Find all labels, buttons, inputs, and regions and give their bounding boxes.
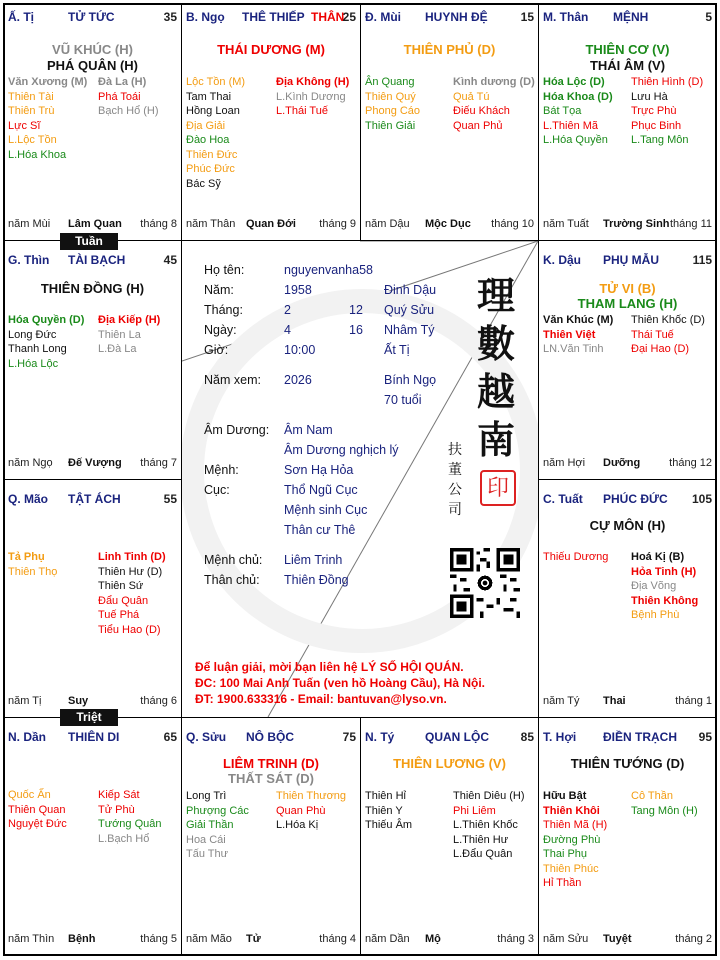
star: Tiểu Hao (D): [98, 623, 161, 636]
palace-can: Ấ. Tị: [8, 10, 34, 24]
palace-name: MỆNH: [613, 10, 649, 24]
palace-month: tháng 11: [669, 218, 712, 230]
star: Giải Thần: [186, 819, 234, 831]
tuan-marker: Tuần: [60, 233, 118, 250]
palace-age: 85: [520, 730, 534, 744]
palace-mao[interactable]: [3, 479, 182, 718]
star: Văn Xương (M): [8, 76, 88, 88]
palace-name: NÔ BỘC: [246, 730, 294, 744]
palace-age: 15: [520, 10, 534, 24]
main-star: THAM LANG (H): [577, 296, 678, 311]
main-star: THÁI DƯƠNG (M): [217, 42, 325, 57]
palace-month: tháng 2: [675, 933, 712, 945]
menh-chu-value: Liêm Trinh: [284, 553, 343, 567]
star: Thiên Khôi: [543, 804, 600, 817]
palace-dan[interactable]: [3, 717, 182, 956]
palace-month: tháng 12: [669, 457, 712, 469]
palace-age: 115: [692, 253, 712, 267]
palace-truong-sinh: Dưỡng: [603, 457, 641, 469]
palace-mui[interactable]: [360, 3, 539, 241]
palace-truong-sinh: Lâm Quan: [68, 218, 122, 230]
star: Thiên La: [98, 328, 141, 341]
star: Thiếu Dương: [543, 551, 609, 563]
hour-canchi: Ất Tị: [384, 343, 410, 357]
palace-dau[interactable]: [538, 240, 717, 480]
palace-can: Q. Sửu: [186, 730, 227, 744]
palace-can: Đ. Mùi: [365, 10, 401, 24]
main-star: THIÊN TƯỚNG (D): [570, 756, 685, 771]
palace-can: N. Tý: [365, 730, 395, 744]
than-chu-value: Thiên Đồng: [284, 573, 349, 587]
palace-can: N. Dần: [8, 730, 47, 744]
star: Bác Sỹ: [186, 177, 221, 190]
main-star: THIÊN PHỦ (D): [403, 42, 496, 57]
hour-label: Giờ:: [204, 343, 229, 357]
palace-name: TÀI BẠCH: [68, 253, 126, 267]
star: Hỏa Tinh (H): [631, 565, 697, 578]
star: Tả Phụ: [8, 551, 45, 563]
contact-line-1: Để luận giải, mời bạn liên hệ LÝ SỐ HỘI QUÁN.: [195, 660, 464, 674]
palace-truong-sinh: Suy: [68, 695, 89, 707]
star: Phá Toái: [98, 90, 141, 103]
palace-suu[interactable]: [181, 717, 361, 956]
main-star: THIÊN LƯƠNG (V): [393, 756, 506, 771]
star: L.Thiên Mã: [543, 119, 599, 132]
main-star: PHÁ QUÂN (H): [47, 58, 138, 73]
star: Thiên Tài: [8, 90, 54, 103]
star: Thiên Thương: [276, 790, 347, 802]
cuc-value: Thổ Ngũ Cục: [284, 483, 358, 497]
star: Phi Liêm: [453, 804, 496, 817]
star: Phục Binh: [631, 119, 682, 132]
star: Tam Thai: [186, 90, 232, 103]
palace-tuat[interactable]: [538, 479, 717, 718]
year-label: Năm:: [204, 283, 234, 297]
palace-truong-sinh: Quan Đới: [246, 218, 296, 230]
palace-month: tháng 6: [140, 695, 177, 707]
star: Nguyệt Đức: [8, 818, 67, 830]
palace-year: năm Thìn: [8, 933, 55, 945]
calligraphy-char: 理: [476, 273, 515, 318]
palace-month: tháng 7: [140, 457, 177, 469]
star: Văn Khúc (M): [543, 314, 614, 326]
star: Hóa Lộc (D): [543, 76, 605, 88]
palace-age: 55: [163, 492, 177, 506]
star: Tấu Thư: [186, 848, 229, 860]
cuc-note: Mệnh sinh Cục: [284, 503, 368, 517]
star: Cô Thần: [631, 790, 673, 802]
star: Thiên Quan: [8, 803, 66, 816]
star: Quan Phù: [276, 804, 326, 817]
star: L.Đà La: [98, 343, 137, 355]
star: L.Bạch Hổ: [98, 832, 150, 845]
palace-can: Q. Mão: [8, 492, 49, 506]
star: L.Hóa Khoa: [8, 148, 67, 161]
month-canchi: Quý Sửu: [384, 303, 435, 317]
palace-hoi[interactable]: [538, 717, 717, 956]
star: Thiên Đức: [186, 148, 238, 161]
year-canchi: Đinh Dậu: [384, 283, 437, 297]
palace-ngo[interactable]: [181, 3, 361, 241]
star: Thiên Hỉ: [365, 790, 406, 802]
palace-year: năm Tị: [8, 695, 42, 707]
than-cu-note: Thân cư Thê: [284, 523, 356, 537]
star: L.Thiên Hư: [453, 833, 509, 846]
day-canchi: Nhâm Tý: [384, 323, 435, 337]
small-char: 董: [448, 462, 462, 478]
star: Tuế Phá: [98, 609, 140, 621]
palace-can: C. Tuất: [543, 492, 583, 506]
main-star: THIÊN CƠ (V): [585, 42, 670, 57]
star: L.Hóa Quyền: [543, 134, 608, 146]
than-chu-label: Thân chủ:: [204, 573, 260, 587]
day-value: 4: [284, 323, 291, 337]
small-char: 扶: [448, 442, 462, 458]
menh-value: Sơn Hạ Hỏa: [284, 463, 354, 477]
palace-can: B. Ngọ: [186, 10, 225, 24]
star: L.Thiên Khốc: [453, 819, 518, 831]
star: Kình dương (D): [453, 76, 535, 88]
palace-thin[interactable]: [3, 240, 182, 480]
small-calligraphy: [448, 440, 466, 520]
main-star: TỬ VI (B): [599, 281, 656, 296]
star: Hoá Kị (B): [631, 551, 685, 563]
calligraphy-char: 南: [476, 417, 515, 462]
palace-truong-sinh: Trường Sinh: [603, 218, 670, 230]
palace-truong-sinh: Mộc Dục: [425, 218, 471, 230]
cuc-label: Cục:: [204, 483, 230, 497]
star: Thiên Việt: [543, 328, 596, 341]
star: Hóa Khoa (D): [543, 90, 613, 103]
age-value: 70 tuổi: [384, 393, 422, 407]
star: Thai Phụ: [543, 848, 588, 860]
palace-year: năm Tuất: [543, 218, 589, 230]
star: L.Hóa Kị: [276, 819, 319, 831]
star: Địa Giải: [186, 119, 226, 132]
star: Quan Phủ: [453, 119, 503, 132]
month-label: Tháng:: [204, 303, 243, 317]
palace-month: tháng 4: [319, 933, 356, 945]
star: Thiên Không: [631, 594, 699, 607]
star: Bát Tọa: [543, 105, 582, 117]
star: Thiên Khốc (D): [631, 314, 705, 326]
star: Thanh Long: [8, 343, 67, 355]
calligraphy-char: 數: [476, 321, 515, 366]
contact-phone-email[interactable]: ĐT: 1900.633316 - Email: bantuvan@lyso.vn.: [195, 692, 447, 706]
palace-month: tháng 9: [319, 218, 356, 230]
small-char: 公: [448, 482, 462, 498]
palace-age: 75: [342, 730, 356, 744]
palace-truong-sinh: Thai: [603, 695, 626, 707]
palace-can: K. Dậu: [543, 253, 582, 267]
star: LN.Văn Tinh: [543, 343, 604, 355]
star: Quốc Ấn: [8, 789, 51, 801]
palace-can: M. Thân: [543, 10, 589, 24]
name-value: nguyenvanha58: [284, 263, 373, 277]
palace-truong-sinh: Đế Vượng: [68, 457, 122, 469]
star: L.Tang Môn: [631, 134, 689, 146]
palace-truong-sinh: Tử: [246, 933, 261, 945]
view-year-label: Năm xem:: [204, 373, 261, 387]
main-star: LIÊM TRINH (D): [222, 756, 320, 771]
calligraphy-char: 越: [476, 369, 515, 414]
palace-truong-sinh: Tuyệt: [603, 933, 632, 945]
palace-year: năm Tý: [543, 695, 580, 707]
star: Thiên Y: [365, 804, 403, 817]
main-star: THẤT SÁT (D): [228, 771, 314, 786]
year-value: 1958: [284, 283, 312, 297]
palace-name: HUYNH ĐỆ: [425, 10, 488, 24]
palace-can: T. Hợi: [543, 730, 577, 744]
am-duong-label: Âm Dương:: [204, 423, 270, 437]
palace-age: 35: [163, 10, 177, 24]
star: Lộc Tồn (M): [186, 76, 246, 88]
month-value: 2: [284, 303, 291, 317]
palace-name: ĐIỀN TRẠCH: [603, 730, 677, 744]
palace-truong-sinh: Bệnh: [68, 933, 96, 945]
triet-marker: Triệt: [60, 709, 118, 726]
star: Tử Phù: [98, 803, 135, 816]
palace-age: 65: [163, 730, 177, 744]
palace-year: năm Mão: [186, 933, 232, 945]
small-char: 司: [448, 502, 462, 518]
palace-age: 25: [342, 10, 356, 24]
star: Điếu Khách: [453, 105, 510, 117]
star: Long Đức: [8, 328, 57, 341]
palace-month: tháng 1: [675, 695, 712, 707]
palace-name: TẬT ÁCH: [68, 492, 121, 506]
star: Đại Hao (D): [631, 343, 690, 355]
star: Thiên Hình (D): [631, 76, 704, 88]
star: Thiếu Âm: [365, 819, 413, 831]
star: Đẩu Quân: [98, 594, 149, 607]
palace-month: tháng 10: [491, 218, 534, 230]
star: Thiên Giải: [365, 119, 416, 132]
star: Phượng Các: [186, 804, 249, 817]
day-label: Ngày:: [204, 323, 237, 337]
star: L.Lộc Tồn: [8, 134, 57, 146]
star: Quả Tú: [453, 90, 490, 103]
view-year-canchi: Bính Ngọ: [384, 373, 437, 387]
star: Hoa Cái: [186, 833, 226, 846]
palace-ti[interactable]: [360, 717, 539, 956]
star: Thiên Mã (H): [543, 819, 608, 831]
name-label: Họ tên:: [204, 263, 245, 277]
star: Thiên Sứ: [98, 580, 144, 592]
main-star: THÁI ÂM (V): [589, 58, 666, 73]
palace-year: năm Dần: [365, 933, 410, 945]
star: Trực Phù: [631, 105, 677, 117]
palace-age: 95: [698, 730, 712, 744]
palace-than[interactable]: [538, 3, 717, 241]
palace-name: THÊ THIẾP: [242, 10, 305, 24]
palace-year: năm Sửu: [543, 933, 589, 945]
star: Hữu Bật: [543, 790, 587, 802]
star: Hồng Loan: [186, 105, 240, 117]
palace-year: năm Mùi: [8, 218, 51, 230]
main-star: VŨ KHÚC (H): [52, 42, 133, 57]
seal-char: 印: [486, 476, 509, 501]
star: Địa Không (H): [276, 76, 350, 88]
star: Hóa Quyền (D): [8, 314, 85, 326]
star: Lưu Hà: [631, 90, 668, 103]
contact-address: ĐC: 100 Mai Anh Tuấn (ven hồ Hoàng Cầu), Hà Nội.: [195, 676, 486, 690]
star: Ân Quang: [365, 76, 415, 88]
am-duong-note: Âm Dương nghịch lý: [284, 443, 399, 457]
palace-name: PHÚC ĐỨC: [603, 492, 668, 506]
palace-year: năm Dậu: [365, 218, 410, 230]
star: Thiên Diêu (H): [453, 790, 525, 802]
hour-value: 10:00: [284, 343, 316, 357]
star: Long Trì: [186, 790, 227, 802]
star: Đà La (H): [98, 76, 147, 88]
calligraphy-logo: [466, 272, 526, 464]
palace-month: tháng 5: [140, 933, 177, 945]
palace-age: 105: [691, 492, 712, 506]
star: Địa Kiếp (H): [98, 314, 161, 326]
star: L.Đẩu Quân: [453, 848, 513, 860]
palace-year: năm Ngọ: [8, 457, 53, 469]
palace-ty[interactable]: [3, 3, 182, 241]
than-marker: THÂN: [311, 10, 345, 24]
star: Địa Võng: [631, 580, 677, 592]
palace-age: 5: [705, 10, 712, 24]
star: Hỉ Thần: [543, 877, 582, 889]
red-seal: [480, 470, 516, 506]
star: L.Thái Tuế: [276, 105, 328, 117]
star: Đào Hoa: [186, 134, 230, 146]
palace-month: tháng 3: [497, 933, 534, 945]
palace-year: năm Hợi: [543, 457, 586, 469]
star: Bạch Hổ (H): [98, 105, 159, 117]
palace-age: 45: [163, 253, 177, 267]
month-lunar: 12: [349, 303, 363, 317]
palace-month: tháng 8: [140, 218, 177, 230]
star: Thiên Hư (D): [98, 565, 163, 578]
palace-year: năm Thân: [186, 218, 236, 230]
star: Tướng Quân: [98, 818, 162, 830]
qr-code[interactable]: [450, 548, 520, 618]
palace-name: TỬ TỨC: [68, 10, 115, 24]
view-year-value: 2026: [284, 373, 312, 387]
palace-can: G. Thìn: [8, 253, 50, 267]
menh-chu-label: Mệnh chủ:: [204, 553, 263, 567]
star: L.Hóa Lộc: [8, 357, 59, 370]
star: Kiếp Sát: [98, 789, 140, 801]
star: Tang Môn (H): [631, 804, 698, 817]
star: Lực Sĩ: [8, 119, 41, 132]
star: Thiên Phúc: [543, 862, 599, 875]
star: Đường Phù: [543, 833, 601, 846]
main-star: THIÊN ĐỒNG (H): [40, 281, 145, 296]
am-duong-value: Âm Nam: [284, 423, 333, 437]
star: Bệnh Phù: [631, 609, 680, 621]
main-star: CỰ MÔN (H): [589, 518, 666, 533]
star: L.Kình Dương: [276, 90, 346, 103]
palace-truong-sinh: Mộ: [425, 933, 441, 945]
star: Phong Cáo: [365, 105, 421, 117]
star: Linh Tinh (D): [98, 551, 166, 563]
menh-label: Mệnh:: [204, 463, 239, 477]
star: Thiên Trù: [8, 105, 55, 117]
palace-name: PHỤ MẪU: [603, 253, 659, 267]
star: Phúc Đức: [186, 163, 235, 175]
star: Thiên Quý: [365, 90, 416, 103]
star: Thiên Thọ: [8, 565, 58, 578]
star: Thái Tuế: [631, 328, 674, 341]
palace-name: THIÊN DI: [68, 730, 120, 744]
day-lunar: 16: [349, 323, 363, 337]
palace-name: QUAN LỘC: [425, 730, 489, 744]
